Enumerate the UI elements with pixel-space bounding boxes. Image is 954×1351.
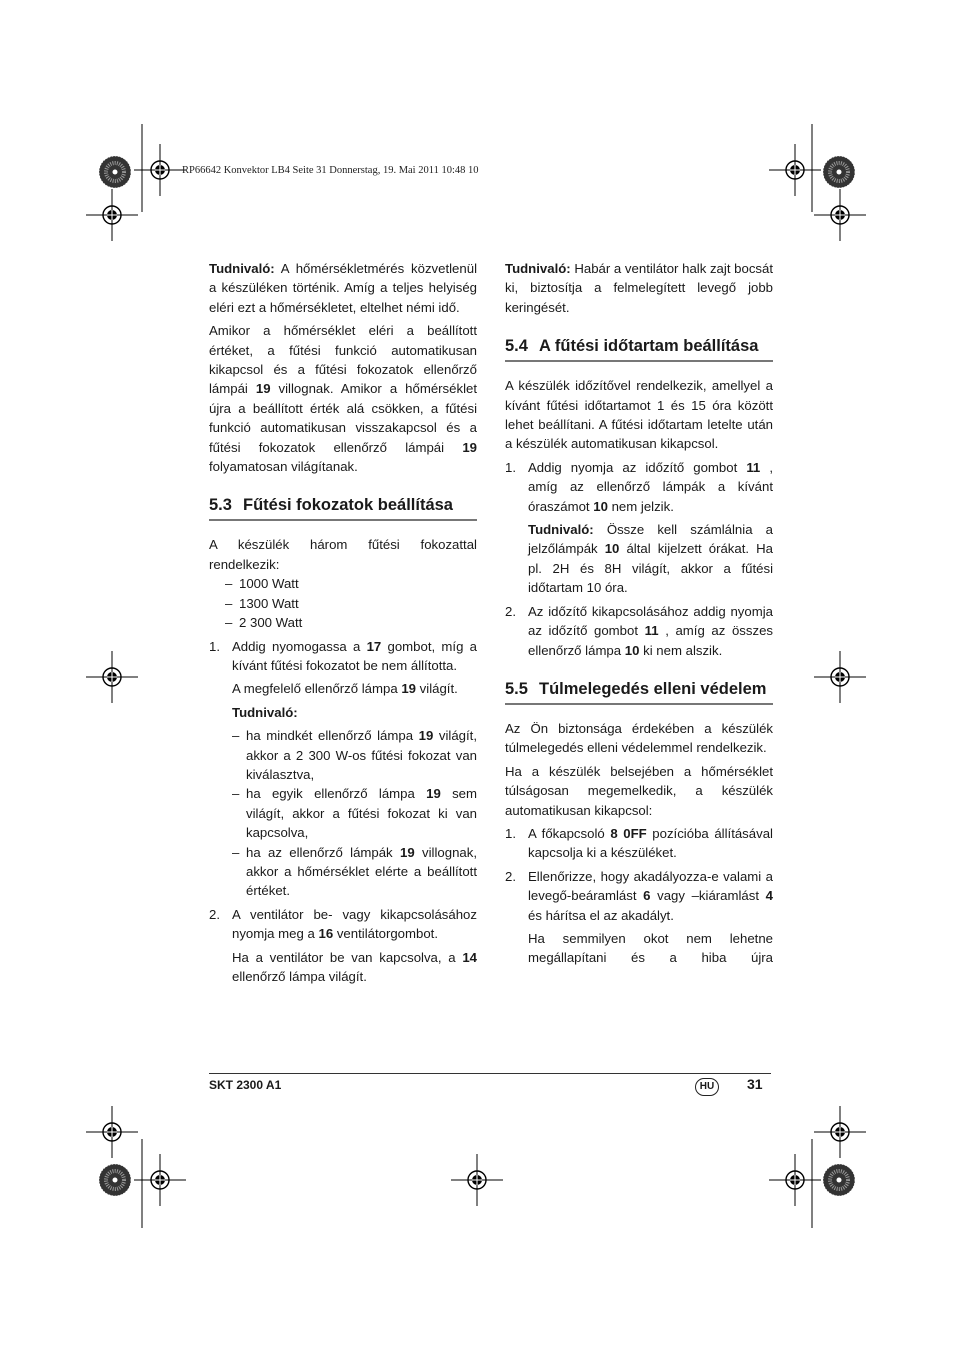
step-1-timer: 1. Addig nyomja az időzítő gombot 11 , amíg az ellenőrző lámpák a kívánt óraszámot 10 nem jelzik.	[505, 459, 773, 514]
section-heading-5-4: 5.4 A fűtési időtartam beállítása	[505, 337, 773, 362]
list-item: – 1300 Watt	[225, 595, 299, 611]
page-number: 31	[747, 1076, 763, 1092]
list-item: – ha az ellenőrző lámpák 19 villognak, akkor a hőmérséklet elérte a beállított értéket.	[232, 844, 477, 899]
section-heading-5-5: 5.5 Túlmelegedés elleni védelem	[505, 680, 773, 705]
watt-list	[225, 574, 477, 632]
para-overheat-1: Az Ön biztonsága érdekében a készülék túlmelegedés elleni védelemmel rendelkezik.	[505, 720, 773, 756]
footer-model: SKT 2300 A1	[209, 1078, 282, 1092]
para-heat-levels: A készülék három fűtési fokozattal rendelkezik:	[209, 537, 477, 572]
step-1-switch-off: 1. A főkapcsoló 8 0FF pozícióba állításával kapcsolja ki a készüléket.	[505, 825, 773, 861]
para-unknown-cause: Ha semmilyen okot nem lehetne megállapítani és a hiba újra	[528, 930, 773, 966]
note-label: Tudnivaló:	[232, 704, 298, 720]
para-overheat-2: Ha a készülék belsejében a hőmérséklet túlságosan megemelkedik, a készülék automatikusan kikapcsol:	[505, 763, 773, 818]
step-2-check-airflow: 2. Ellenőrizze, hogy akadályozza-e valami a levegő-beáramlást 6 vagy –kiáramlást 4 és hárítsa el az akadályt.	[505, 868, 773, 923]
note-fan: Tudnivaló: Habár a ventilátor halk zajt bocsát ki, biztosítja a felmelegített levegő jobb keringését.	[505, 261, 774, 315]
step-2-fan: 2. A ventilátor be- vagy kikapcsolásához nyomja meg a 16 ventilátorgombot.	[209, 906, 477, 942]
corner-sun-mark-tl	[99, 156, 131, 188]
corner-sun-mark-br	[823, 1164, 855, 1196]
step-2-timer-off: 2. Az időzítő kikapcsolásához addig nyomja az időzítő gombot 11 , amíg az összes ellenőrző lámpa 10 ki nem alszik.	[505, 603, 773, 658]
note-list	[232, 726, 477, 901]
list-item: – 1000 Watt	[225, 576, 299, 592]
corner-sun-mark-tr	[823, 156, 855, 188]
para-timer: A készülék időzítővel rendelkezik, amellyel a kívánt fűtési időtartamot 1 és 15 óra között lehet beállítani. A fűtési időtartam letelte után a készülék automatikusan kikapcsol.	[505, 378, 773, 452]
footer-rule	[209, 1073, 771, 1074]
section-heading-5-3: 5.3 Fűtési fokozatok beállítása	[209, 496, 477, 521]
para-lamp: A megfelelő ellenőrző lámpa 19 világít.	[232, 681, 458, 697]
note-temperature: Tudnivaló: A hőmérsékletmérés közvetlenül a készüléken történik. Amíg a teljes helyiség eléri ezt a hőmérsékletet, eltelhet némi idő.	[209, 261, 477, 315]
para-fan-lamp: Ha a ventilátor be van kapcsolva, a 14 ellenőrző lámpa világít.	[232, 949, 477, 984]
list-item: – ha mindkét ellenőrző lámpa 19 világít, akkor a 2 300 W-os fűtési fokozat van kiválasztva,	[232, 728, 477, 782]
step-1-heat: 1. Addig nyomogassa a 17 gombot, míg a kívánt fűtési fokozatot be nem állította.	[209, 638, 477, 673]
language-badge: HU	[695, 1078, 719, 1096]
note-timer: Tudnivaló: Össze kell számlálnia a jelzőlámpák 10 által kijelzett órákat. Ha pl. 2H és 8H világít, akkor a fűtési időtartam 10 óra.	[528, 522, 773, 596]
para-thermostat: Amikor a hőmérséklet eléri a beállított értéket, a fűtési funkció automatikusan kikapcsol és a fűtési fokozatok ellenőrző lámpái 19 villognak. Amikor a hőmérséklet újra a beállított érték alá csökken, a fűtési funkció automatikusan visszakapcsol és a fűtési fokozatok ellenőrző lámpái 19 folyamatosan világítanak.	[209, 323, 477, 475]
corner-sun-mark-bl	[99, 1164, 131, 1196]
list-item: – ha egyik ellenőrző lámpa 19 sem világít, akkor a fűtési fokozat ki van kapcsolva,	[232, 786, 477, 841]
print-header: RP66642 Konvektor LB4 Seite 31 Donnerstag, 19. Mai 2011 10:48 10	[182, 165, 479, 176]
left-column	[209, 259, 477, 990]
right-column	[505, 259, 773, 972]
list-item: – 2 300 Watt	[225, 615, 303, 631]
